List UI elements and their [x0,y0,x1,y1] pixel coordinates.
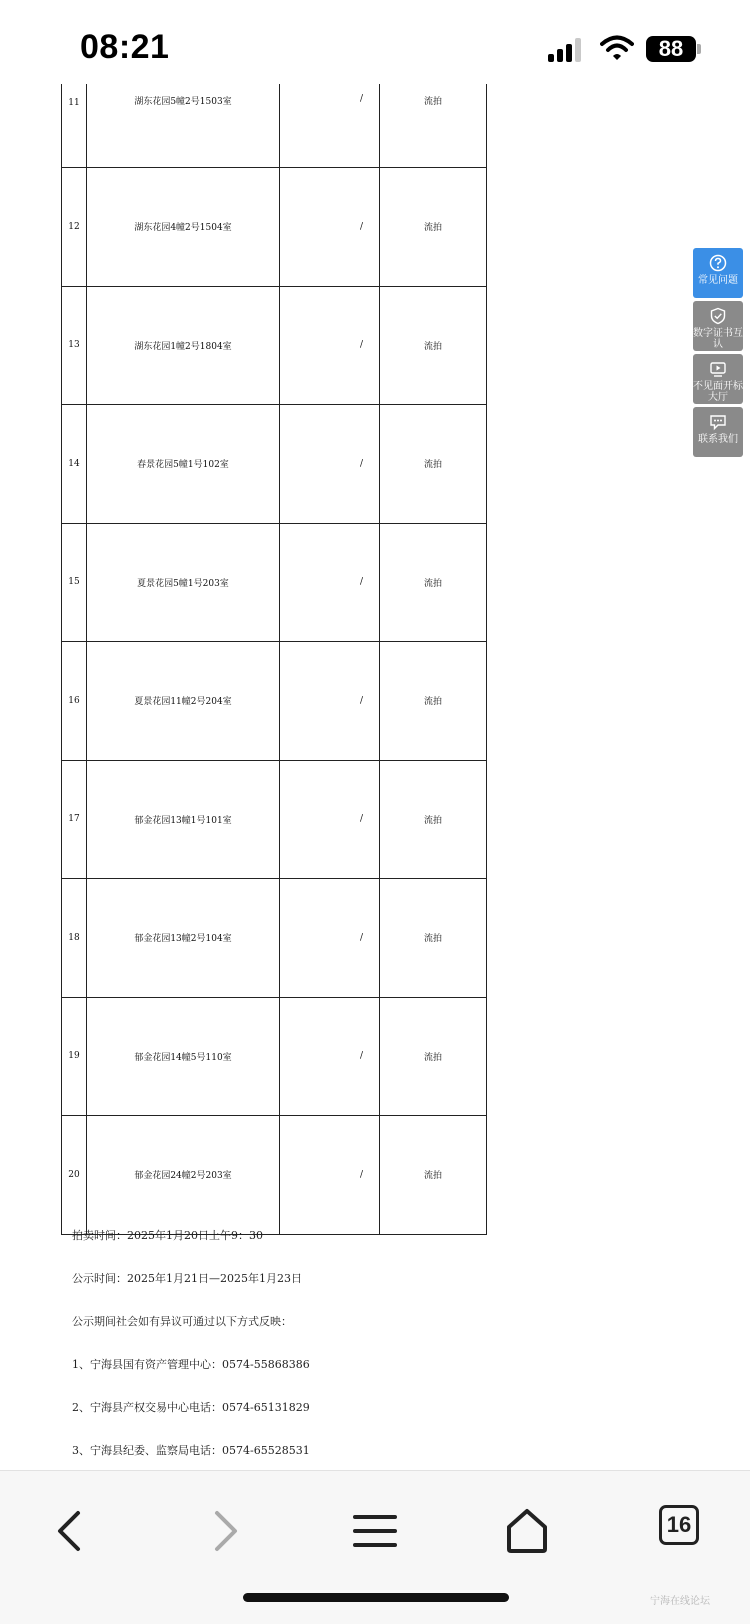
status-cell: 流拍 [380,879,487,998]
remote-bid-hall-label: 不见面开标大厅 [693,381,743,403]
notice-section [72,1228,492,1486]
video-play-icon [709,360,727,378]
contact-us-label: 联系我们 [698,434,738,445]
table-row [62,84,487,168]
remote-bid-hall-button[interactable] [693,354,743,404]
auction-time-text: 拍卖时间：2025年1月20日上午9：30 [72,1229,263,1242]
status-cell: 流拍 [380,760,487,879]
address-cell: 郁金花园24幢2号203室 [87,1116,280,1235]
status-cell: 流拍 [380,997,487,1116]
price-cell: / [280,760,380,879]
digital-cert-label: 数字证书互认 [693,328,743,350]
row-number-cell: 13 [62,286,87,405]
address-cell: 湖东花园5幢2号1503室 [87,84,280,168]
price-cell: / [280,997,380,1116]
faq-label: 常见问题 [698,275,738,286]
battery-icon: 88 [646,36,696,62]
faq-button[interactable] [693,248,743,298]
price-cell: / [280,879,380,998]
row-number-cell: 20 [62,1116,87,1235]
status-cell: 流拍 [380,286,487,405]
floating-side-panel [693,248,743,460]
contact-line: 3、宁海县纪委、监察局电话：0574-65528531 [72,1444,310,1457]
price-cell: / [280,168,380,287]
table-row [62,168,487,287]
price-cell: / [280,642,380,761]
table-row [62,997,487,1116]
contact-line: 1、宁海县国有资产管理中心：0574-55868386 [72,1358,310,1371]
price-cell: / [280,286,380,405]
forward-arrow-icon[interactable] [195,1501,255,1561]
price-cell: / [280,405,380,524]
address-cell: 春景花园5幢1号102室 [87,405,280,524]
table-row [62,523,487,642]
menu-icon[interactable] [345,1501,405,1561]
row-number-cell: 18 [62,879,87,998]
feedback-intro-text: 公示期间社会如有异议可通过以下方式反映： [72,1315,292,1328]
price-cell: / [280,1116,380,1235]
digital-cert-button[interactable] [693,301,743,351]
row-number-cell: 16 [62,642,87,761]
status-cell: 流拍 [380,1116,487,1235]
cellular-signal-icon [548,38,586,62]
status-cell: 流拍 [380,642,487,761]
address-cell: 郁金花园14幢5号110室 [87,997,280,1116]
back-arrow-icon[interactable] [40,1501,100,1561]
table-row [62,286,487,405]
contact-us-button[interactable] [693,407,743,457]
status-cell: 流拍 [380,405,487,524]
address-cell: 郁金花园13幢1号101室 [87,760,280,879]
watermark: 宁海在线论坛 [650,1596,710,1607]
address-cell: 郁金花园13幢2号104室 [87,879,280,998]
status-cell: 流拍 [380,84,487,168]
status-time: 08:21 [80,28,170,66]
row-number-cell: 12 [62,168,87,287]
home-icon[interactable] [497,1501,557,1561]
price-cell: / [280,84,380,168]
status-cell: 流拍 [380,523,487,642]
table-row [62,405,487,524]
row-number-cell: 19 [62,997,87,1116]
status-bar [0,0,750,82]
table-row [62,760,487,879]
address-cell: 夏景花园5幢1号203室 [87,523,280,642]
home-indicator [243,1593,509,1602]
address-cell: 湖东花园4幢2号1504室 [87,168,280,287]
row-number-cell: 15 [62,523,87,642]
row-number-cell: 17 [62,760,87,879]
question-icon [709,254,727,272]
address-cell: 湖东花园1幢2号1804室 [87,286,280,405]
battery-cap [697,44,701,54]
contact-line: 2、宁海县产权交易中心电话：0574-65131829 [72,1401,310,1414]
chat-bubble-icon [709,413,727,431]
results-table [61,84,470,1235]
address-cell: 夏景花园11幢2号204室 [87,642,280,761]
shield-check-icon [709,307,727,325]
table-row [62,879,487,998]
table-row [62,642,487,761]
table-row [62,1116,487,1235]
price-cell: / [280,523,380,642]
tabs-button[interactable]: 16 [659,1505,699,1545]
publicity-time-text: 公示时间：2025年1月21日—2025年1月23日 [72,1272,302,1285]
row-number-cell: 11 [62,84,87,168]
status-cell: 流拍 [380,168,487,287]
row-number-cell: 14 [62,405,87,524]
wifi-icon [600,34,634,62]
